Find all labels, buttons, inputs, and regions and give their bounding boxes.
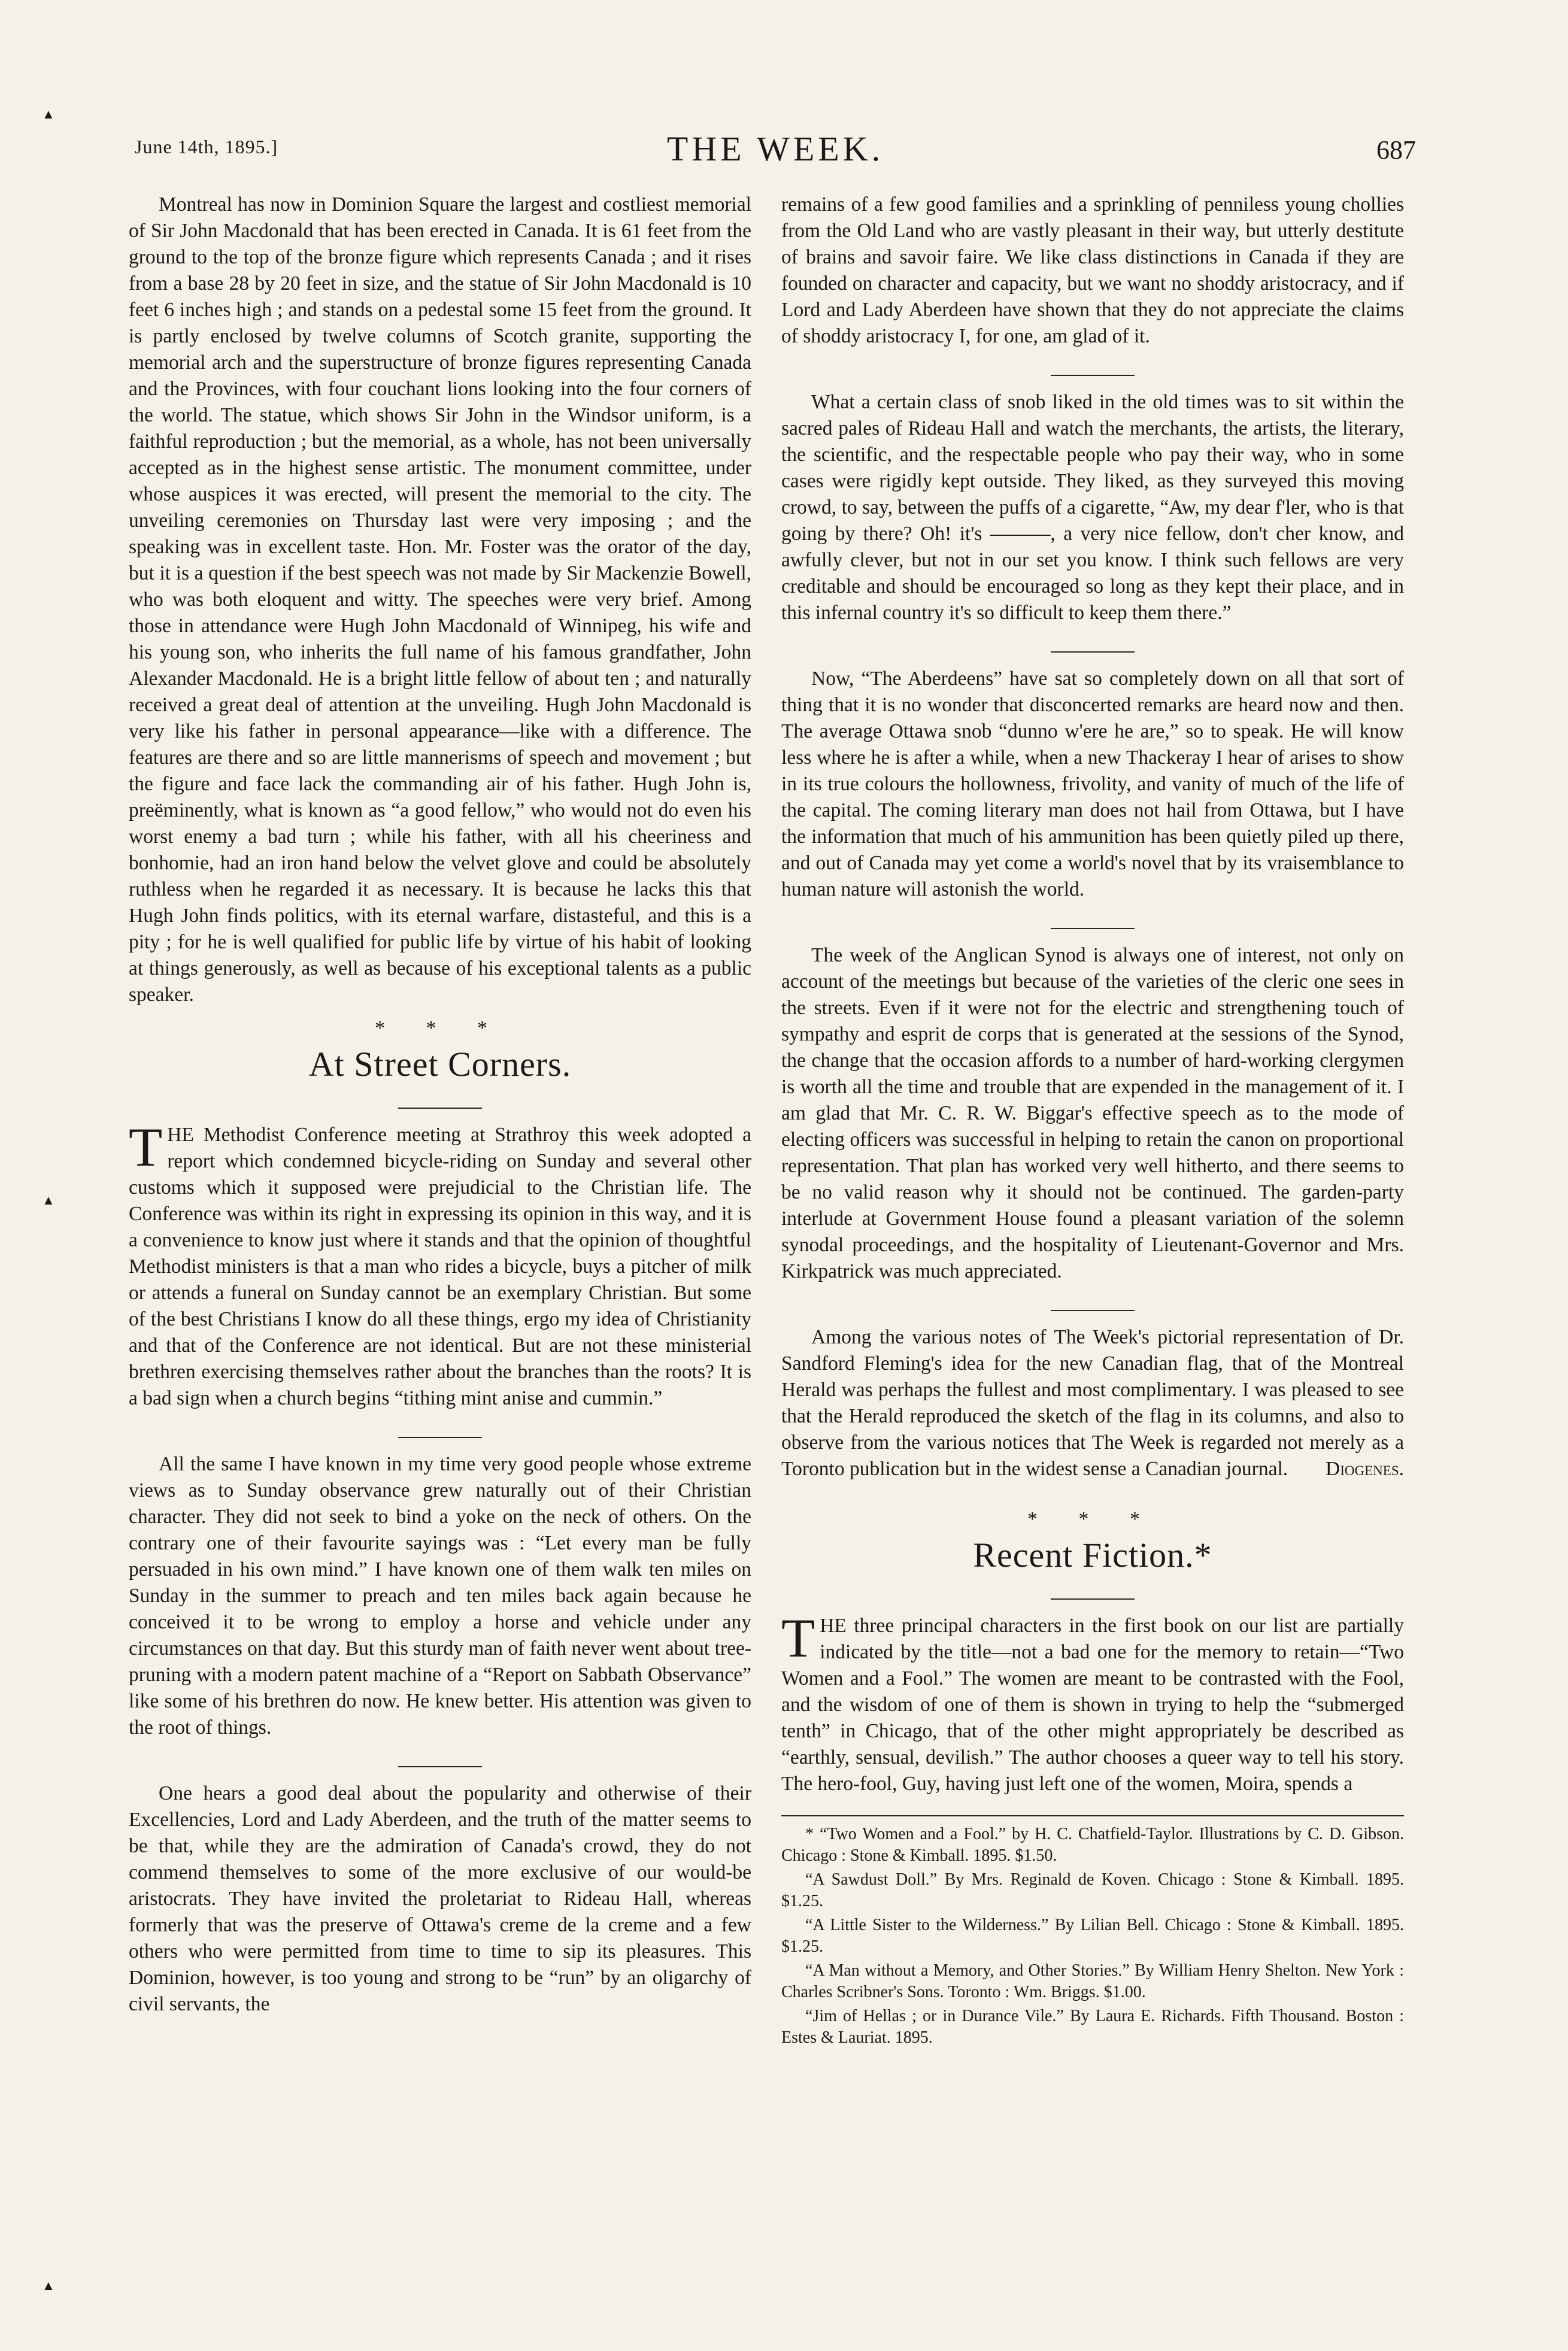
masthead-title: THE WEEK.: [666, 129, 884, 168]
issue-date: June 14th, 1895.]: [135, 136, 278, 157]
left-column: [129, 192, 751, 2025]
sunday-observance-paragraph: All the same I have known in my time very good people whose extreme views as to Sunday observance grew naturally out of their Christian character. They did not seek to bind a yoke on the neck of others. On the contrary one of their favourite sayings was : “Let every man be fully persuaded in his own mind.” I have known one of them walk ten miles on Sunday in the summer to preach and ten miles back again because he conceived it to be wrong to employ a horse and vehicle under any circumstances on that day. But this sturdy man of faith never went about tree-pruning with a modern patent machine of a “Report on Sabbath Observance” like some of his brethren do now. He knew better. His attention was given to the root of things.: [129, 1453, 751, 1739]
heading-rule: [129, 1090, 751, 1116]
margin-mark: ▲: [42, 107, 55, 122]
right-column: [781, 192, 1404, 2051]
anglican-synod-paragraph: The week of the Anglican Synod is always one of interest, not only on account of the meetings but because of the varieties of the cleric one sees in the streets. Even if it were not for the electric and strengthening touch of sympathy and esprit de corps that is generated at the sessions of the Synod, the change that the occasion affords to a number of hard-working clergymen is worth all the time and trouble that are expended in the management of it. I am glad that Mr. C. R. W. Biggar's effective speech as to the mode of electing officers was successful in helping to retain the canon on proportional representation. That plan has worked very well hitherto, and there seems to be no valid reason why it should not be continued. The garden-party interlude at Government House found a pleasant variation of the solemn synodal proceedings, and the hospitality of Lieutenant-Governor and Mrs. Kirkpatrick was much appreciated.: [781, 944, 1404, 1282]
drop-cap: T: [129, 1117, 163, 1178]
footnote-item: “A Sawdust Doll.” By Mrs. Reginald de Koven. Chicago : Stone & Kimball. 1895. $1.25.: [781, 1870, 1404, 1910]
section-stars: * * *: [1027, 1508, 1158, 1530]
heading-recent-fiction: Recent Fiction.*: [973, 1536, 1212, 1575]
heading-rule: [781, 1581, 1404, 1607]
canadian-flag-paragraph: Among the various notes of The Week's pictorial representation of Dr. Sandford Fleming's idea for the new Canadian flag, that of the Montreal Herald was perhaps the fullest and most complimentary. I was pleased to see that the Herald reproduced the sketch of the flag in its columns, and also to observe from the various notices that The Week is regarded not merely as a Toronto publication but in the widest sense a Canadian journal.: [781, 1326, 1404, 1480]
page-number: 687: [1376, 135, 1416, 165]
footnotes: [781, 1815, 1404, 2049]
methodist-conference-paragraph: THE Methodist Conference meeting at Strathroy this week adopted a report which condemned bicycle-riding on Sunday and several other customs which it supposed were prejudicial to the Christian life. The Conference was within its right in expressing its opinion in this way, and it is a convenience to know just where it stands and that the opinion of thoughtful Methodist ministers is that a man who rides a bicycle, buys a pitcher of milk or attends a funeral on Sunday cannot be an exemplary Christian. But some of the best Christians I know do all these things, ergo my idea of Christianity and that of the Conference are not identical. But are not these ministerial brethren exercising themselves rather about the branches than the roots? It is a bad sign when a church begins “tithing mint anise and cummin.”: [129, 1117, 751, 1409]
macdonald-memorial-paragraph: Montreal has now in Dominion Square the largest and costliest memorial of Sir John Macdonald that has been erected in Canada. It is 61 feet from the ground to the top of the bronze figure which represents Canada ; and it rises from a base 28 by 20 feet in size, and the statue of Sir John Macdonald is 10 feet 6 inches high ; and stands on a pedestal some 15 feet from the ground. It is partly enclosed by twelve columns of Scotch granite, supporting the memorial arch and the superstructure of bronze figures representing Canada and the Provinces, with four couchant lions looking into the four corners of the world. The statue, which shows Sir John in the Windsor uniform, is a faithful reproduction ; but the memorial, as a whole, has not been universally accepted as in the highest sense artistic. The monument committee, under whose auspices it was erected, will present the memorial to the city. The unveiling ceremonies on Thursday last were very imposing ; and the speaking was in excellent taste. Hon. Mr. Foster was the orator of the day, but it is a question if the best speech was not made by Sir Mackenzie Bowell, who was both eloquent and witty. The speeches were very brief. Among those in attendance were Hugh John Macdonald of Winnipeg, his wife and his young son, who inherits the full name of his famous grandfather, John Alexander Macdonald. He is a bright little fellow of about ten ; and naturally received a great deal of attention at the unveiling. Hugh John Macdonald is very like his father in personal appearance—like with a difference. The features are there and so are little mannerisms of speech and movement ; but the figure and face lack the commanding air of his father. Hugh John is, preëminently, what is known as “a good fellow,” who would not do even his worst enemy a bad turn ; while his father, with all his cheeriness and bonhomie, had an iron hand below the velvet glove and could be absolutely ruthless when he regarded it as necessary. It is because he lacks this that Hugh John finds politics, with its eternal warfare, distasteful, and this is a pity ; for he is well qualified for public life by virtue of his habit of looking at things generously, as well as because of his exceptional talents as a public speaker.: [129, 193, 751, 1006]
separator-rule: [781, 357, 1404, 383]
footnote-item: “Jim of Hellas ; or in Durance Vile.” By Laura E. Richards. Fifth Thousand. Boston : Estes & Lauriat. 1895.: [781, 2007, 1404, 2047]
separator-rule: [781, 1292, 1404, 1318]
aberdeen-paragraph: One hears a good deal about the popularity and otherwise of their Excellencies, Lord and Lady Aberdeen, and the truth of the matter seems to be that, while they are the admiration of Canada's crowd, they do not commend themselves to some of the more exclusive of our would-be aristocrats. They have invited the proletariat to Rideau Hall, whereas formerly that was the preserve of Ottawa's creme de la creme and a few others who were permitted from time to time to sip its pleasures. This Dominion, however, is too young and strong to be “run” by an oligarchy of civil servants, the: [129, 1782, 751, 2015]
footnote-item: “A Little Sister to the Wilderness.” By Lilian Bell. Chicago : Stone & Kimball. 1895. $1.25.: [781, 1916, 1404, 1956]
rideau-hall-snob-paragraph: What a certain class of snob liked in the old times was to sit within the sacred pales of Rideau Hall and watch the merchants, the artists, the literary, the scientific, and the respectable people who pay their way, who in some cases were rigidly kept outside. They liked, as they surveyed this moving crowd, to say, between the puffs of a cigarette, “Aw, my dear f'ler, who is that going by there? Oh! it's ———, a very nice fellow, don't cher know, and awfully clever, but not in our set you know. I think such fellows are very creditable and should be encouraged so long as they kept their place, and in this infernal country it's so difficult to keep them there.”: [781, 391, 1404, 624]
section-stars: * * *: [375, 1017, 505, 1039]
heading-at-street-corners: At Street Corners.: [308, 1045, 572, 1084]
aristocracy-paragraph: remains of a few good families and a sprinkling of penniless young chollies from the Old Land who are vastly pleasant in their way, but utterly destitute of brains and savoir faire. We like class distinctions in Canada if they are founded on character and capacity, but we want no shoddy aristocracy, and if Lord and Lady Aberdeen have shown that they do not appreciate the claims of shoddy aristocracy I, for one, am glad of it.: [781, 193, 1404, 347]
separator-rule: [129, 1748, 751, 1774]
footnote-item: * “Two Women and a Fool.” by H. C. Chatfield-Taylor. Illustrations by C. D. Gibson. Chicago : Stone & Kimball. 1895. $1.50.: [781, 1825, 1404, 1865]
aberdeens-paragraph: Now, “The Aberdeens” have sat so completely down on all that sort of thing that it is no wonder that disconcerted remarks are heard now and then. The average Ottawa snob “dunno w'ere he are,” so to speak. He will know less where he is after a while, when a new Thackeray I hear of arises to show in its true colours the hollowness, frivolity, and vanity of much of the life of the capital. The coming literary man does not hail from Ottawa, but I have the information that much of his ammunition has been quietly piled up there, and out of Canada may yet come a world's novel that by its vraisemblance to human nature will astonish the world.: [781, 668, 1404, 900]
margin-mark: ▲: [42, 1193, 55, 1208]
separator-rule: [781, 633, 1404, 660]
recent-fiction-paragraph: THE three principal characters in the first book on our list are partially indicated by the title—not a bad one for the memory to retain—“Two Women and a Fool.” The women are meant to be contrasted with the Fool, and the wisdom of one of them is shown in trying to help the “submerged tenth” in Chicago, that of the other might appropriately be described as “earthly, sensual, devilish.” The author chooses a queer way to tell his story. The hero-fool, Guy, having just left one of the women, Moira, spends a: [781, 1607, 1404, 1795]
separator-rule: [129, 1419, 751, 1445]
author-signature: Diogenes.: [1326, 1458, 1404, 1480]
drop-cap: T: [781, 1607, 815, 1669]
page-header: [135, 129, 1416, 183]
separator-rule: [781, 910, 1404, 936]
margin-mark: ▲: [42, 2278, 55, 2293]
footnote-item: “A Man without a Memory, and Other Stories.” By William Henry Shelton. New York : Charles Scribner's Sons. Toronto : Wm. Briggs. $1.00.: [781, 1961, 1404, 2001]
